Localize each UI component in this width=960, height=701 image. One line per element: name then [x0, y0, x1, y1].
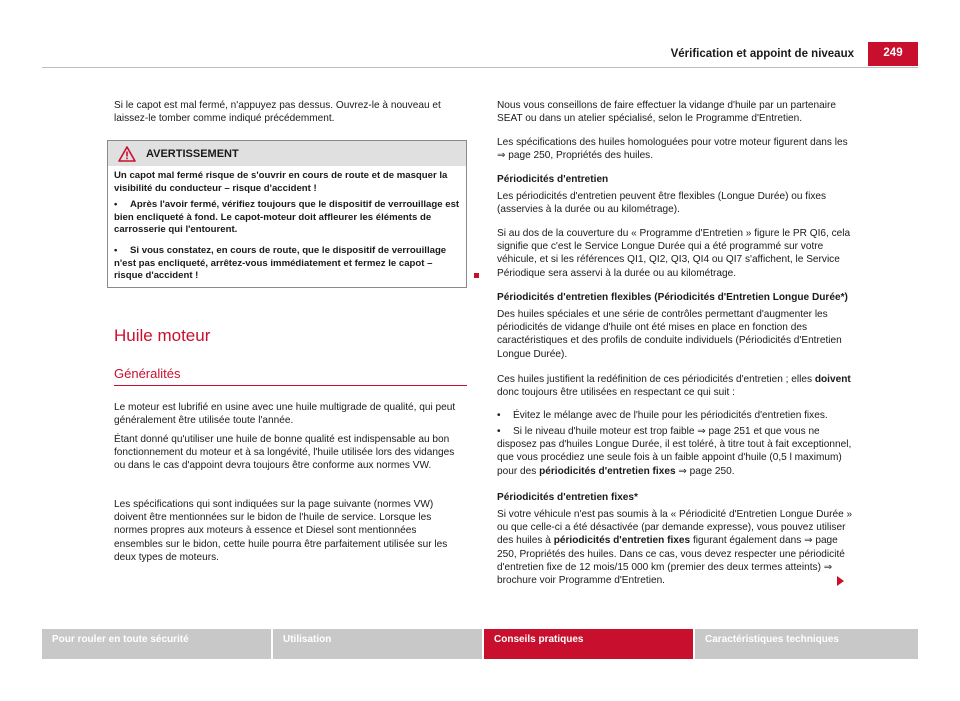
footer-tab-safety[interactable]: [42, 629, 271, 659]
paragraph-heading: Périodicités d'entretien: [497, 174, 609, 185]
page-number: 249: [883, 47, 903, 59]
warning-bullet: [114, 245, 462, 283]
footer-tab-label: Utilisation: [283, 634, 332, 645]
warning-text: Un capot mal fermé risque de s'ouvrir en cours de route et de masquer la visibilité du conducteur – risque d'accident !: [114, 170, 448, 194]
text-run: ⇒ page 250.: [675, 465, 735, 477]
intro-paragraph: Si le capot est mal fermé, n'appuyez pas dessus. Ouvrez-le à nouveau et laissez-le tomber comme indiqué précédemment.: [114, 100, 441, 125]
bullet-icon: •: [114, 245, 118, 256]
list-item-text: Évitez le mélange avec de l'huile pour les périodicités d'entretien fixes.: [513, 410, 828, 421]
warning-triangle-icon: [118, 146, 136, 162]
text-run: Ces huiles justifient la redéfinition de ces périodicités d'entretien ; elles: [497, 374, 813, 385]
running-header-title: Vérification et appoint de niveaux: [670, 48, 854, 60]
footer-tab-practical-tips[interactable]: [484, 629, 693, 659]
body-paragraph: Nous vous conseillons de faire effectuer la vidange d'huile par un partenaire SEAT ou dans un atelier spécialisé, selon le Programme d'Entretien.: [497, 100, 836, 125]
end-of-warning-marker: [474, 273, 479, 278]
continue-arrow-icon: [837, 576, 844, 586]
subsection-heading: Généralités: [114, 366, 181, 381]
footer-tab-label: Conseils pratiques: [494, 634, 584, 645]
footer-tab-label: Pour rouler en toute sécurité: [52, 634, 189, 645]
list-item: [497, 425, 853, 478]
footer-tab-label: Caractéristiques techniques: [705, 634, 839, 645]
bold-run: périodicités d'entretien fixes: [553, 535, 691, 547]
subsection-rule: [114, 385, 467, 386]
warning-bullet: [114, 199, 462, 237]
text-run: Si le niveau d'huile moteur est trop faible ⇒ page 251 et que vous ne disposez pas d'huiles Longue Durée, il est toléré, à titre tout à fait exceptionnel, que vous procédiez une seule fois à un faible appoint d'huile (0,5 l maximum) pour des: [497, 426, 852, 477]
warning-bullet-text: Après l'avoir fermé, vérifiez toujours que le dispositif de verrouillage est bien encliqueté à fond. Le capot-moteur doit affleurer les éléments de carrosserie qui l'entourent.: [114, 199, 460, 236]
text-run: Si votre véhicule n'est pas soumis à la « Périodicité d'Entretien Longue Durée » ou que celle-ci a été désactivée (par demande expresse), vous pouvez utiliser des huiles à: [497, 509, 853, 547]
body-paragraph: [497, 508, 853, 587]
section-heading: Huile moteur: [114, 326, 211, 345]
text-run: figurant également dans ⇒ page 250, Propriétés des huiles. Dans ce cas, vous devez respecter une périodicité d'entretien fixe de 12 mois/15 000 km (premier des deux termes atteints) ⇒ brochure voir Programme d'Entretien.: [497, 535, 845, 587]
footer-tab-utilisation[interactable]: [273, 629, 482, 659]
header-divider: [42, 67, 918, 68]
warning-title: AVERTISSEMENT: [146, 148, 239, 160]
footer-tab-technical-specs[interactable]: [695, 629, 918, 659]
paragraph-heading: Périodicités d'entretien flexibles (Périodicités d'Entretien Longue Durée*): [497, 292, 848, 303]
bullet-icon: •: [114, 199, 118, 210]
bullet-icon: •: [497, 410, 501, 421]
body-paragraph: Des huiles spéciales et une série de contrôles permettant d'augmenter les périodicités de vidange d'huile ont été mises en place en fonction des caractéristiques et des profils de conduite individuels (Périodicités d'Entretien Longue Durée).: [497, 309, 842, 360]
list-item: [497, 409, 853, 422]
body-paragraph: Les spécifications qui sont indiquées sur la page suivante (normes VW) doivent être mentionnées sur le bidon de l'huile de service. Lorsque les normes propres aux moteurs à essence et Diesel sont mentionnées ensembles sur le bidon, cette huile pourra être parfaitement utilisée sur les deux types de moteurs.: [114, 499, 448, 563]
body-paragraph: Étant donné qu'utiliser une huile de bonne qualité est indispensable au bon fonctionnement du moteur et à sa longévité, l'huile utilisée lors des vidanges ou dans le cas d'appoint devra toujours être conforme aux normes VW.: [114, 434, 455, 472]
bold-run: périodicités d'entretien fixes: [539, 465, 676, 477]
body-paragraph: Les périodicités d'entretien peuvent être flexibles (Longue Durée) ou fixes (asservies à la durée ou au kilométrage).: [497, 191, 827, 216]
text-run: donc toujours être utilisées en respectant ce qui suit :: [497, 387, 735, 399]
body-paragraph: Si au dos de la couverture du « Programme d'Entretien » figure le PR QI6, cela signifie que c'est le Service Longue Durée qui a été programmé sur votre véhicule, et si les références QI1, QI2, QI3, QI4 ou QI7 s'affichent, le Service Périodique sera asservi à la durée ou au kilométrage.: [497, 228, 851, 279]
warning-bullet-text: Si vous constatez, en cours de route, que le dispositif de verrouillage n'est pas encliqueté, arrêtez-vous immédiatement et fermez le capot – risque d'accident !: [114, 245, 447, 282]
body-paragraph: Les spécifications des huiles homologuées pour votre moteur figurent dans les ⇒ page 250, Propriétés des huiles.: [497, 137, 848, 162]
bold-run: doivent: [814, 374, 851, 385]
paragraph-heading: Périodicités d'entretien fixes*: [497, 492, 638, 503]
body-paragraph: Le moteur est lubrifié en usine avec une huile multigrade de qualité, qui peut généralement être utilisée toute l'année.: [114, 402, 456, 427]
bullet-icon: •: [497, 426, 501, 437]
body-paragraph: [497, 373, 853, 399]
